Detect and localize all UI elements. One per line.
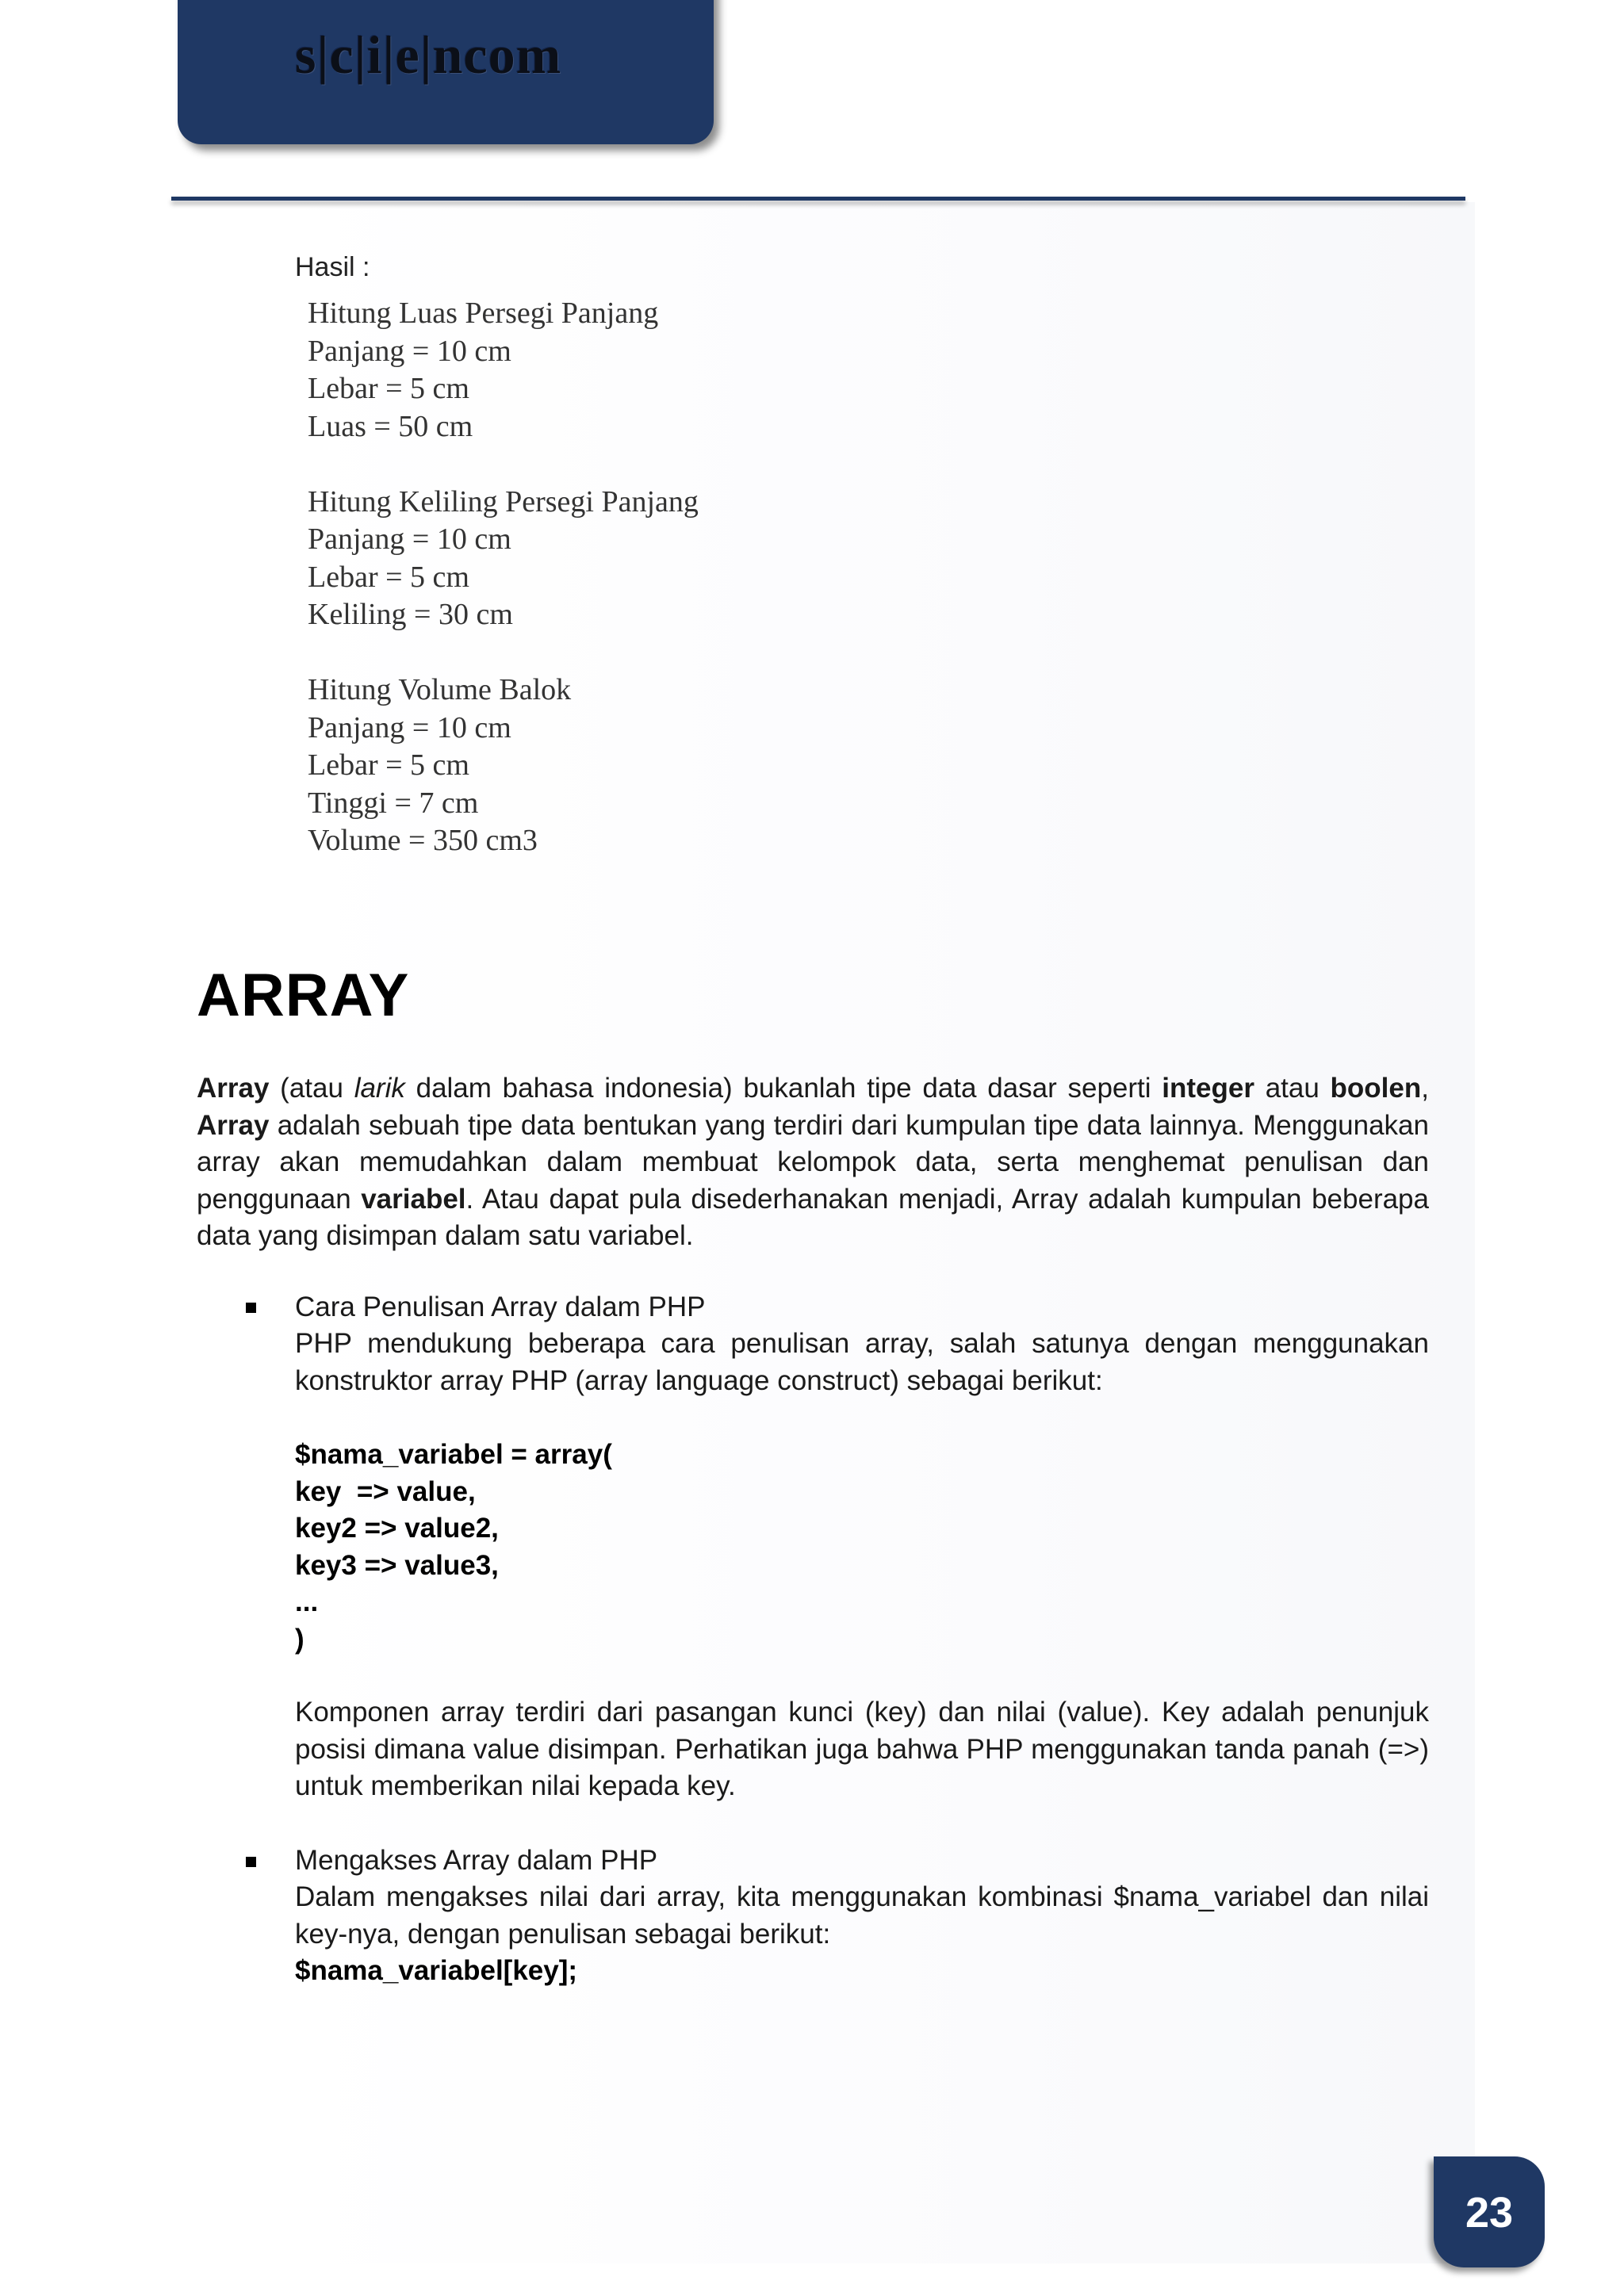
output-line: Volume = 350 cm3 — [308, 824, 538, 857]
bullet-marker — [246, 1853, 262, 1869]
intro-paragraph: Array (atau larik dalam bahasa indonesia) bukanlah tipe data dasar seperti integer atau boolen, Array adalah sebuah tipe data bentukan yang terdiri dari kumpulan tipe data lainnya. Menggunakan array akan memudahkan dalam membuat kelompok data, serta menghemat penulisan dan penggunaan variabel. Atau dapat pula disederhanakan menjadi, Array adalah kumpulan beberapa data yang disimpan dalam satu variabel. — [197, 1073, 1429, 1251]
program-output — [308, 295, 699, 860]
output-line: Hitung Luas Persegi Panjang — [308, 297, 659, 330]
key-value-explanation: Komponen array terdiri dari pasangan kunci (key) dan nilai (value). Key adalah penunjuk posisi dimana value disimpan. Perhatikan juga bahwa PHP menggunakan tanda panah (=>) untuk memberikan nilai kepada key. — [295, 1697, 1429, 1801]
bullet-text: PHP mendukung beberapa cara penulisan array, salah satunya dengan menggunakan konstruktor array PHP (array language construct) sebagai berikut: — [295, 1328, 1429, 1396]
code-line: ) — [295, 1623, 304, 1655]
output-line: Tinggi = 7 cm — [308, 786, 479, 820]
logo-text: s|c|i|e|ncom — [295, 25, 562, 85]
output-line: Luas = 50 cm — [308, 409, 473, 443]
output-line: Hitung Volume Balok — [308, 673, 572, 706]
output-line: Lebar = 5 cm — [308, 560, 469, 594]
output-line: Keliling = 30 cm — [308, 598, 513, 631]
header-divider — [171, 197, 1465, 201]
section-heading: ARRAY — [197, 962, 410, 1029]
code-line: key => value, — [295, 1475, 476, 1507]
code-line: ... — [295, 1586, 319, 1617]
output-line: Panjang = 10 cm — [308, 710, 511, 744]
output-line: Panjang = 10 cm — [308, 334, 511, 368]
page-number: 23 — [1465, 2189, 1514, 2237]
code-line: key2 => value2, — [295, 1513, 499, 1544]
result-label: Hasil : — [295, 252, 370, 282]
page-number-badge — [1434, 2156, 1545, 2267]
output-line: Panjang = 10 cm — [308, 522, 511, 556]
bullet-title: Mengakses Array dalam PHP — [295, 1845, 658, 1876]
output-line: Lebar = 5 cm — [308, 372, 469, 405]
output-line: Hitung Keliling Persegi Panjang — [308, 484, 699, 519]
header-logo-box — [178, 0, 714, 144]
code-line: key3 => value3, — [295, 1549, 499, 1581]
bullet-marker — [246, 1299, 262, 1314]
bullet-text: Dalam mengakses nilai dari array, kita menggunakan kombinasi $nama_variabel dan nilai key-nya, dengan penulisan sebagai berikut: — [295, 1881, 1429, 1950]
code-sample — [295, 1437, 612, 1658]
bullet-title: Cara Penulisan Array dalam PHP — [295, 1292, 706, 1322]
output-line: Lebar = 5 cm — [308, 748, 469, 782]
code-access: $nama_variabel[key]; — [295, 1955, 578, 1986]
code-line: $nama_variabel = array( — [295, 1439, 612, 1470]
